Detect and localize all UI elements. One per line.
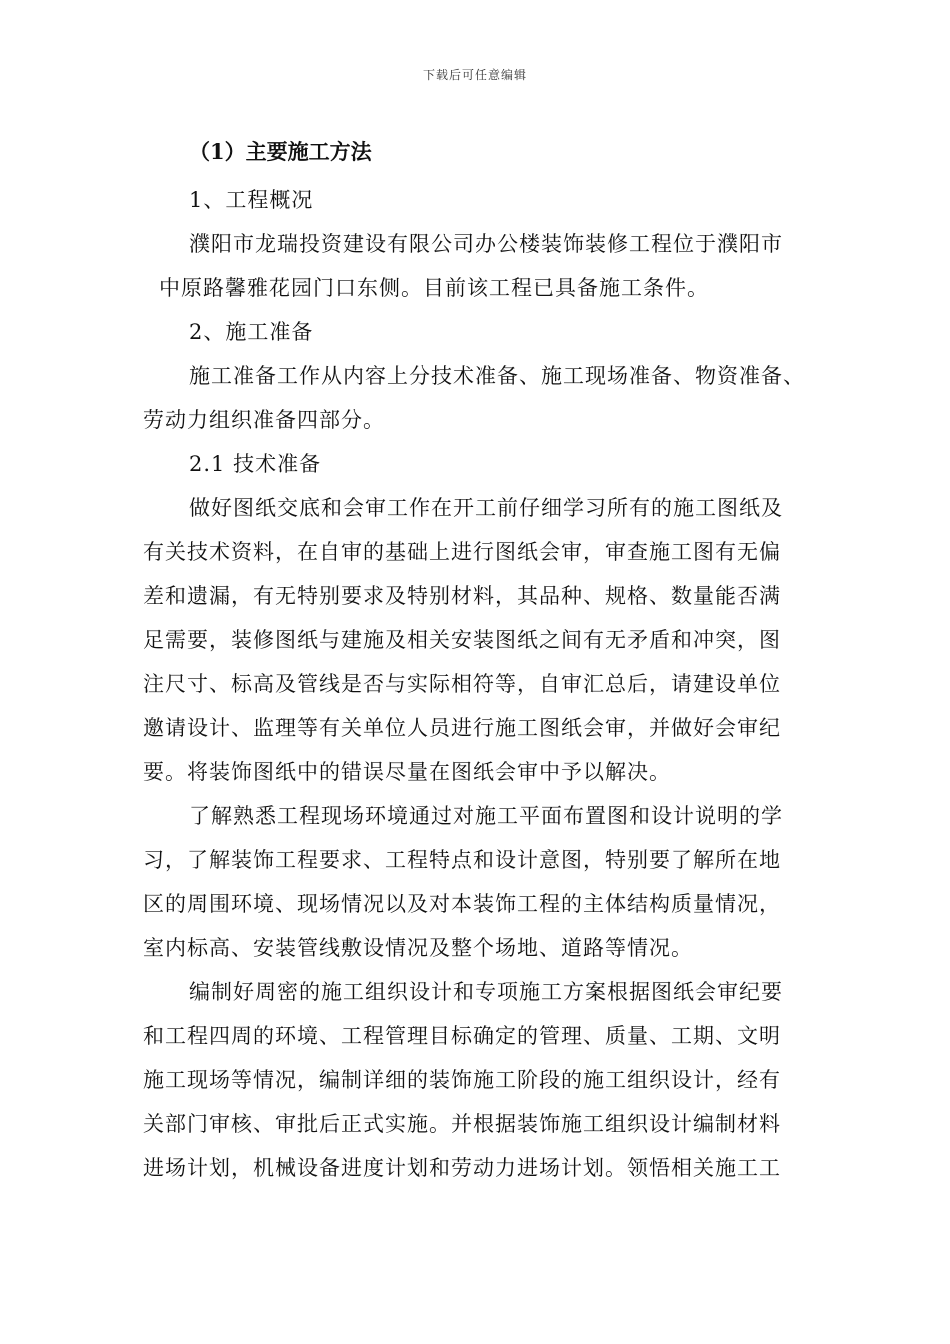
header-note: 下载后可任意编辑 bbox=[422, 68, 527, 82]
paragraph-line: 中原路馨雅花园门口东侧。目前该工程已具备施工条件。 bbox=[159, 276, 709, 300]
paragraph-line: 了解熟悉工程现场环境通过对施工平面布置图和设计说明的学 bbox=[189, 804, 783, 828]
paragraph-line: 有关技术资料，在自审的基础上进行图纸会审，审查施工图有无偏 bbox=[143, 540, 781, 564]
section-title: （1）主要施工方法 bbox=[189, 139, 372, 164]
heading-technical-prep: 2.1 技术准备 bbox=[189, 452, 322, 476]
paragraph-line: 注尺寸、标高及管线是否与实际相符等，自审汇总后，请建设单位 bbox=[143, 672, 781, 696]
paragraph-line: 关部门审核、审批后正式实施。并根据装饰施工组织设计编制材料 bbox=[143, 1112, 781, 1136]
paragraph-line: 要。将装饰图纸中的错误尽量在图纸会审中予以解决。 bbox=[143, 760, 671, 784]
paragraph-line: 施工现场等情况，编制详细的装饰施工阶段的施工组织设计，经有 bbox=[143, 1068, 781, 1092]
paragraph-line: 足需要，装修图纸与建施及相关安装图纸之间有无矛盾和冲突，图 bbox=[143, 628, 781, 652]
paragraph-line: 进场计划，机械设备进度计划和劳动力进场计划。领悟相关施工工 bbox=[143, 1156, 781, 1180]
paragraph-line: 濮阳市龙瑞投资建设有限公司办公楼装饰装修工程位于濮阳市 bbox=[189, 232, 783, 256]
paragraph-line: 做好图纸交底和会审工作在开工前仔细学习所有的施工图纸及 bbox=[189, 496, 783, 520]
paragraph-line: 差和遗漏，有无特别要求及特别材料，其品种、规格、数量能否满 bbox=[143, 584, 781, 608]
paragraph-line: 编制好周密的施工组织设计和专项施工方案根据图纸会审纪要 bbox=[189, 980, 783, 1004]
paragraph-line: 施工准备工作从内容上分技术准备、施工现场准备、物资准备、 bbox=[189, 364, 805, 388]
heading-construction-prep: 2、施工准备 bbox=[189, 320, 314, 344]
paragraph-line: 室内标高、安装管线敷设情况及整个场地、道路等情况。 bbox=[143, 936, 693, 960]
document-body bbox=[143, 130, 813, 1190]
paragraph-line: 邀请设计、监理等有关单位人员进行施工图纸会审，并做好会审纪 bbox=[143, 716, 781, 740]
paragraph-line: 习，了解装饰工程要求、工程特点和设计意图，特别要了解所在地 bbox=[143, 848, 781, 872]
paragraph-line: 劳动力组织准备四部分。 bbox=[143, 408, 385, 432]
paragraph-line: 和工程四周的环境、工程管理目标确定的管理、质量、工期、文明 bbox=[143, 1024, 781, 1048]
paragraph-line: 区的周围环境、现场情况以及对本装饰工程的主体结构质量情况， bbox=[143, 892, 781, 916]
heading-project-overview: 1、工程概况 bbox=[189, 188, 314, 212]
